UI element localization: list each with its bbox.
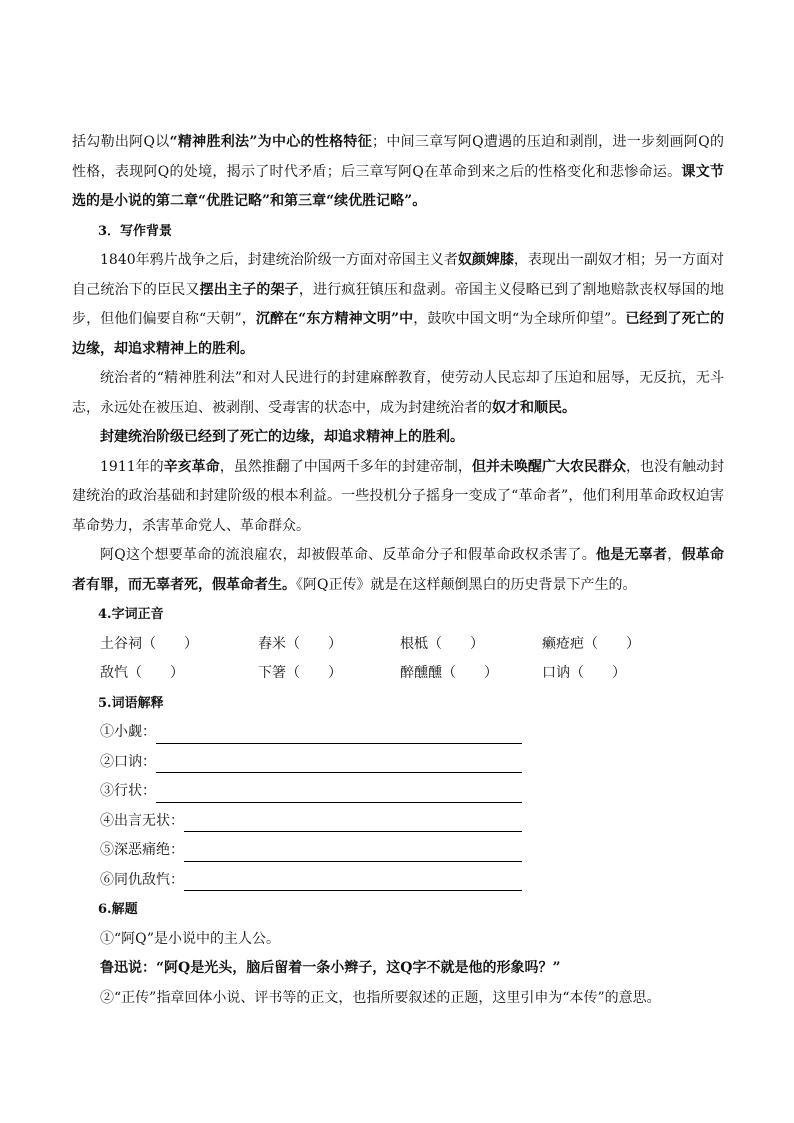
answer-line[interactable] [156, 752, 522, 773]
definition-row [100, 777, 724, 807]
s3p4-d: 但并未唤醒广大农民群众 [471, 458, 626, 475]
intro-text-c: ；中间三章写阿Q遭遇的压迫和剥削，进一步刻画阿Q的性格，表现阿Q的处境，揭示了时代矛盾；后三章写阿Q在革命到来之后的性格变化和悲惨命运。 [72, 134, 724, 180]
definition-row [100, 748, 724, 778]
pronunciation-item[interactable]: 下箸（ ） [258, 665, 342, 681]
intro-bold-b: “精神胜利法”为中心的性格特征 [169, 134, 373, 150]
s3p1-a: 1840年鸦片战争之后，封建统治阶级一方面对帝国主义者 [100, 252, 458, 268]
definition-row [100, 836, 724, 866]
s3p4-c: ，虽然推翻了中国两千多年的封建帝制， [219, 458, 472, 475]
pronunciation-item[interactable]: 敌忾（ ） [100, 665, 184, 681]
section3-paragraph-2 [72, 364, 724, 423]
section3-paragraph-1 [72, 246, 724, 364]
section3-paragraph-4 [72, 453, 724, 542]
definition-list [72, 718, 724, 895]
pronunciation-item[interactable]: 癞疮疤（ ） [542, 635, 640, 652]
pronunciation-item[interactable]: 根柢（ ） [400, 635, 484, 652]
pronunciation-item[interactable]: 醉醺醺（ ） [400, 665, 498, 681]
section4-heading: 4.字词正音 [98, 607, 164, 622]
s3p3: 封建统治阶级已经到了死亡的边缘，却追求精神上的胜利。 [100, 429, 464, 445]
s6p2: 鲁迅说：“阿Q是光头，脑后留着一条小辫子，这Q字不就是他的形象吗？” [100, 960, 561, 976]
section6-paragraph-3: ②“正传”指章回体小说、评书等的正文，也指所要叙述的正题，这里引申为“本传”的意思。 [100, 989, 661, 1006]
answer-line[interactable] [184, 870, 522, 891]
definition-term: ①小觑： [100, 724, 156, 740]
s3p1-h: 已经到了死亡的边缘，却追求精神上的胜利。 [72, 311, 724, 357]
s3p1-b: 奴颜婢膝 [457, 252, 514, 268]
section3-heading: 3．写作背景 [98, 223, 173, 239]
s3p1-f: 沉醉在“东方精神文明”中 [255, 311, 414, 327]
definition-row [100, 718, 724, 748]
pronunciation-item[interactable]: 舂米（ ） [258, 635, 342, 652]
section6-paragraph-2 [72, 954, 724, 984]
answer-line[interactable] [184, 841, 522, 862]
s3p2-a: 统治者的“精神胜利法”和对人民进行的封建麻醉教育，使劳动人民忘却了压迫和屈辱，无反抗，无斗志，永远处在被压迫、被剥削、受毒害的状态中，成为封建统治者的 [72, 370, 724, 416]
s3p4-e: ，也没有触动封建统治的政治基础和封建阶级的根本利益。一些投机分子摇身一变成了“革命者”，他们利用革命政权迫害革命势力，杀害革命党人、革命群众。 [72, 458, 725, 534]
s3p1-d: 摆出主子的架子 [199, 281, 299, 298]
definition-term: ⑥同仇敌忾： [100, 871, 184, 888]
definition-term: ⑤深恶痛绝： [100, 842, 184, 858]
answer-line[interactable] [156, 782, 522, 803]
intro-text-a: 括勾勒出阿Q以 [72, 134, 170, 150]
section3-paragraph-3 [72, 423, 724, 453]
pronunciation-item[interactable]: 土谷祠（ ） [100, 635, 198, 652]
section6-paragraph-1: ①“阿Q”是小说中的主人公。 [100, 930, 281, 947]
pronunciation-item[interactable]: 口讷（ ） [542, 665, 626, 681]
s3p4-b: 辛亥革命 [163, 458, 220, 475]
s3p2-b: 奴才和顺民。 [492, 399, 576, 416]
section6-heading: 6.解题 [98, 902, 138, 917]
definition-row [100, 807, 724, 837]
section5-heading: 5.词语解释 [98, 695, 164, 711]
definition-term: ②口讷： [100, 753, 156, 770]
s3p1-e: ，进行疯狂镇压和盘剥。帝国主义侵略已到了割地赔款丧权辱国的地步，但他们偏要自称“天朝”， [72, 281, 725, 327]
definition-term: ④出言无状： [100, 812, 184, 829]
s3p5-e: 《阿Q正传》就是在这样颠倒黑白的历史背景下产生的。 [296, 576, 637, 593]
s3p5-c: ， [667, 547, 682, 563]
pronunciation-grid [72, 630, 724, 689]
s3p5-b: 他是无辜者 [596, 547, 668, 563]
intro-paragraph [72, 128, 724, 217]
document-page [72, 128, 724, 1013]
section3-paragraph-5 [72, 541, 724, 600]
definition-term: ③行状： [100, 783, 156, 799]
s3p1-c: ，表现出一副奴才相；另一方面对自己统治下的臣民又 [72, 252, 725, 298]
s3p4-a: 1911年的 [100, 458, 164, 475]
definition-row [100, 866, 724, 896]
intro-bold-d: 课文节选的是小说的第二章“优胜记略”和第三章“续优胜记略”。 [72, 163, 725, 209]
s3p1-g: ，鼓吹中国文明“为全球所仰望”。 [413, 311, 626, 327]
s3p5-d: 假革命者有罪，而无辜者死，假革命者生。 [72, 547, 725, 593]
answer-line[interactable] [184, 811, 522, 832]
s3p5-a: 阿Q这个想要革命的流浪雇农，却被假革命、反革命分子和假革命政权杀害了。 [100, 547, 597, 563]
answer-line[interactable] [156, 723, 522, 744]
